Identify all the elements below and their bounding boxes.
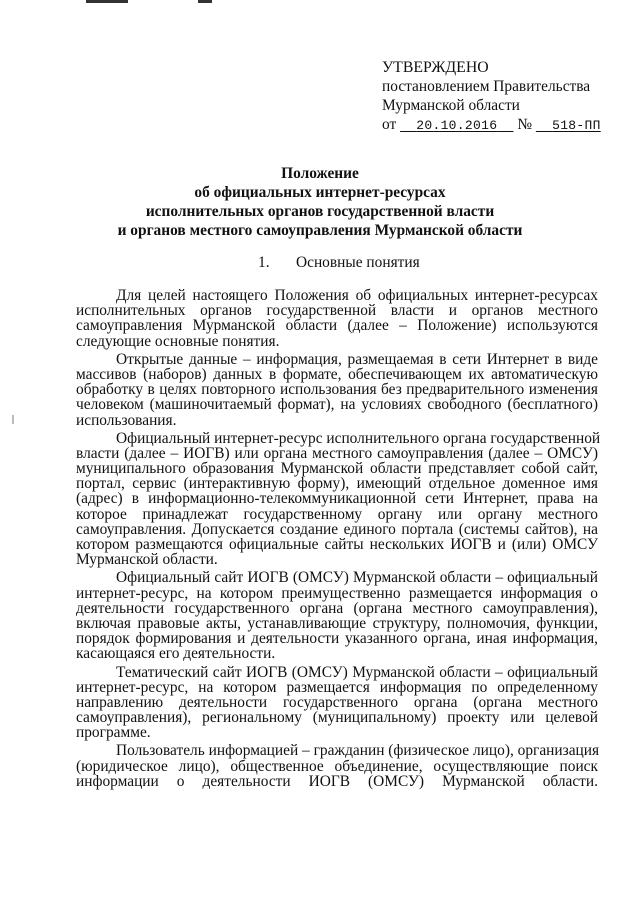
text-line: исполнительных органов государственной власти и органов местного xyxy=(76,302,598,320)
paragraph xyxy=(76,429,601,569)
text-line: котором размещаются официальные сайты нескольких ИОГВ и (или) ОМСУ xyxy=(76,536,598,553)
text-line: (адрес) в информационно-телекоммуникационной сети Интернет, права на xyxy=(76,490,598,508)
title-line: об официальных интернет-ресурсах xyxy=(194,184,446,201)
section-title: Основные понятия xyxy=(296,254,420,271)
approval-title: УТВЕРЖДЕНО xyxy=(382,59,489,76)
paragraph xyxy=(76,665,598,741)
text-line: обработку в целях повторного использования без предварительного изменения xyxy=(76,381,598,399)
text-line: Пользователь информацией – гражданин (физическое лицо), организация xyxy=(116,742,600,760)
text-line: которое принадлежат государственному органу или органу местного xyxy=(76,505,598,523)
text-line: информации о деятельности ИОГВ (ОМСУ) Мурманской области. xyxy=(76,772,598,790)
text-line: массивов (наборов) данных в формате, обеспечивающем их автоматическую xyxy=(76,365,598,383)
text-line: Официальный интернет-ресурс исполнительного органа государственной xyxy=(116,429,601,447)
approval-number-value: 518-ПП xyxy=(552,118,601,133)
text-line: направлению деятельности государственного органа (органа местного xyxy=(76,693,598,711)
text-line: следующие основные понятия. xyxy=(76,332,280,350)
section-heading xyxy=(258,255,420,270)
approval-date xyxy=(400,118,513,133)
paragraph xyxy=(76,570,598,661)
text-line: Мурманской области. xyxy=(76,551,218,569)
paragraph xyxy=(76,352,598,428)
text-line: Открытые данные – информация, размещаемая в сети Интернет в виде xyxy=(116,350,598,368)
text-line: самоуправления Мурманской области (далее – Положение) используются xyxy=(76,317,598,335)
text-line: деятельности государственного органа (органа местного самоуправления), xyxy=(76,599,598,617)
text-line: включая правовые акты, устанавливающие структуру, полномочия, функции, xyxy=(76,614,598,632)
text-line: портал, сервис (интерактивную форму), имеющий отдельное доменное имя xyxy=(76,475,598,493)
scan-artifact xyxy=(198,0,212,3)
approval-line: Мурманской области xyxy=(382,97,520,114)
paragraph xyxy=(76,743,598,789)
approval-date-value: 20.10.2016 xyxy=(416,118,498,133)
paragraph xyxy=(76,288,598,349)
document-body xyxy=(76,287,601,792)
text-line: использования. xyxy=(76,411,177,429)
text-line: власти (далее – ИОГВ) или органа местного самоуправления (далее – ОМСУ) xyxy=(76,444,598,462)
text-line: интернет-ресурс, на котором размещается информация по определенному xyxy=(76,678,598,696)
approval-number xyxy=(536,118,601,133)
date-prefix: от xyxy=(382,116,397,133)
text-line: интернет-ресурс, на котором преимущественно размещается информация о xyxy=(76,584,598,602)
number-prefix: № xyxy=(517,116,533,133)
text-line: человеком (машиночитаемый формат), на условиях свободного (бесплатного) xyxy=(76,396,598,414)
title-line: Положение xyxy=(281,165,359,182)
text-line: касающаяся его деятельности. xyxy=(76,645,276,663)
text-line: программе. xyxy=(76,724,151,742)
approval-line: постановлением Правительства xyxy=(382,78,591,95)
text-line: (юридическое лицо), общественное объединение, осуществляющие поиск xyxy=(76,757,598,775)
approval-stamp xyxy=(382,60,622,136)
title-line: и органов местного самоуправления Мурманской области xyxy=(117,222,523,239)
section-number: 1. xyxy=(258,254,270,271)
text-line: порядок формирования и деятельности указанного органа, иная информация, xyxy=(76,630,598,648)
title-line: исполнительных органов государственной власти xyxy=(145,203,495,220)
text-line: самоуправления. Допускается создание единого портала (системы сайтов), на xyxy=(76,520,598,538)
text-line: Официальный сайт ИОГВ (ОМСУ) Мурманской области – официальный xyxy=(116,569,598,587)
scan-artifact xyxy=(12,415,14,424)
scan-artifact xyxy=(86,0,128,3)
text-line: Тематический сайт ИОГВ (ОМСУ) Мурманской области – официальный xyxy=(116,663,598,681)
text-line: Для целей настоящего Положения об официальных интернет-ресурсах xyxy=(116,287,598,304)
text-line: муниципального образования Мурманской области представляет собой сайт, xyxy=(76,460,598,478)
document-title xyxy=(60,166,580,242)
text-line: самоуправления), региональному (муниципальному) проекту или целевой xyxy=(76,709,598,727)
approval-date-line xyxy=(382,117,622,136)
